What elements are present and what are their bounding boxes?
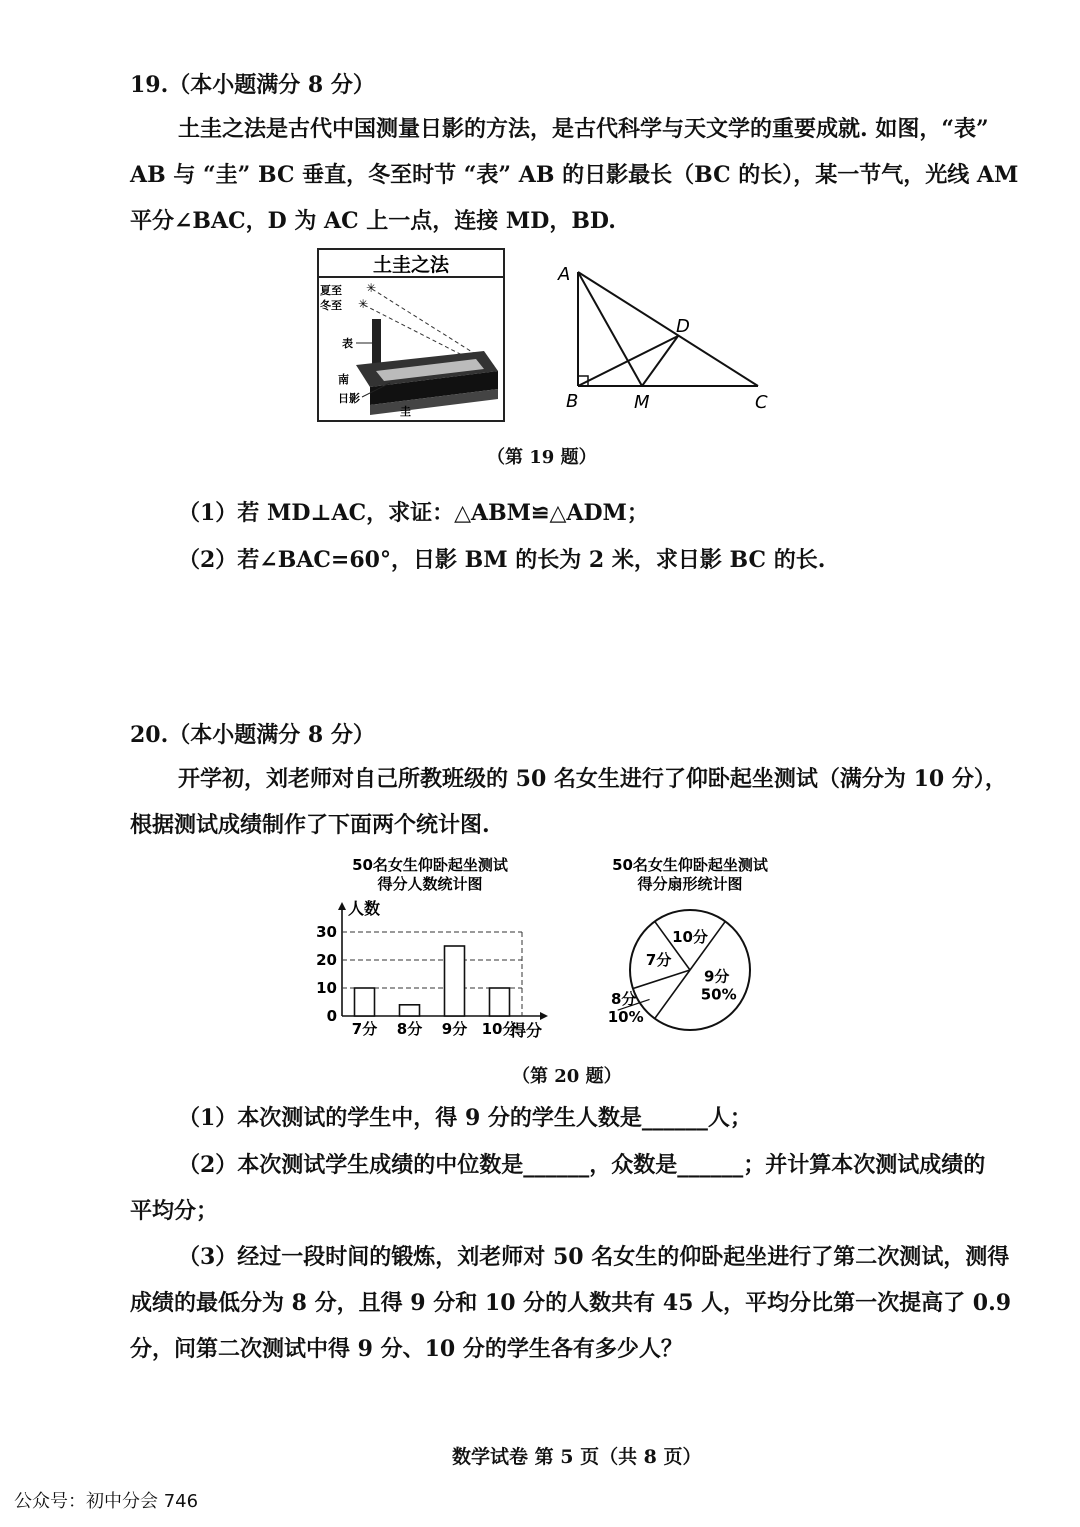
bar-y-tick-label: 10	[316, 979, 337, 997]
bar-2	[400, 1005, 420, 1016]
bar-category-label: 8分	[396, 1020, 423, 1038]
question-20-line-2: 根据测试成绩制作了下面两个统计图.	[130, 812, 490, 838]
label-riying: 日影	[338, 392, 360, 405]
bar-4	[490, 988, 510, 1016]
question-19-caption: （第 19 题）	[487, 447, 597, 468]
pie-chart-title: 50名女生仰卧起坐测试	[612, 856, 768, 874]
bar-1	[355, 988, 375, 1016]
sun-icon-winter: ✳	[358, 297, 369, 311]
question-19-part-1: （1）若 MD⊥AC，求证：△ABM≌△ADM；	[178, 500, 649, 526]
label-gui: 圭	[400, 405, 411, 418]
question-20-part-3: （3）经过一段时间的锻炼，刘老师对 50 名女生的仰卧起坐进行了第二次测试，测得	[178, 1244, 1010, 1270]
point-m-label: M	[634, 392, 650, 413]
bar-chart-subtitle: 得分人数统计图	[377, 875, 483, 893]
triangle-figure	[548, 258, 788, 418]
question-19-line-1: 土圭之法是古代中国测量日影的方法，是古代科学与天文学的重要成就. 如图，“表”	[178, 116, 989, 142]
question-19-line-2: AB 与 “圭” BC 垂直，冬至时节 “表” AB 的日影最长（BC 的长），某一节气，光线 AM	[130, 162, 1019, 188]
tugui-illustration	[316, 247, 506, 423]
question-20-part-2: （2）本次测试学生成绩的中位数是______，众数是______；并计算本次测试成绩的	[178, 1152, 986, 1178]
question-19-header: 19.（本小题满分 8 分）	[130, 72, 375, 98]
pie-slice-percent: 50%	[700, 985, 737, 1004]
label-nan: 南	[338, 373, 349, 386]
label-biao: 表	[342, 337, 353, 350]
question-20-line-1: 开学初，刘老师对自己所教班级的 50 名女生进行了仰卧起坐测试（满分为 10 分），	[178, 766, 1007, 792]
question-19-line-3: 平分∠BAC，D 为 AC 上一点，连接 MD，BD.	[130, 208, 616, 234]
question-20-header: 20.（本小题满分 8 分）	[130, 722, 375, 748]
bar-y-arrow	[338, 902, 346, 910]
bar-chart-xlabel: 得分	[510, 1021, 543, 1040]
tugui-title: 土圭之法	[372, 254, 450, 276]
pie-chart-subtitle: 得分扇形统计图	[637, 875, 743, 893]
pie-slice-percent: 10%	[607, 1008, 644, 1027]
bar-3	[445, 946, 465, 1016]
bar-y-tick-label: 20	[316, 951, 337, 969]
bar-category-label: 7分	[351, 1020, 378, 1038]
bar-y-tick-label: 30	[316, 923, 337, 941]
watermark-text: 公众号：初中分会 746	[14, 1491, 199, 1512]
bar-category-label: 9分	[441, 1020, 468, 1038]
point-a-label: A	[558, 264, 571, 285]
point-c-label: C	[755, 392, 768, 413]
question-20-caption: （第 20 题）	[512, 1066, 622, 1087]
label-dongzhi: 冬至	[320, 299, 342, 312]
question-20-part-2-cont: 平均分；	[130, 1198, 219, 1224]
page-footer: 数学试卷 第 5 页（共 8 页）	[452, 1446, 702, 1468]
bar-chart	[312, 850, 562, 1045]
question-20-part-1: （1）本次测试的学生中，得 9 分的学生人数是______人；	[178, 1105, 752, 1131]
pie-chart	[590, 850, 790, 1040]
point-b-label: B	[566, 391, 579, 412]
sun-icon-summer: ✳	[366, 281, 377, 295]
pie-slice-label: 8分	[610, 990, 637, 1009]
bar-chart-title: 50名女生仰卧起坐测试	[352, 856, 508, 874]
bar-chart-ylabel: 人数	[348, 899, 381, 918]
bar-y-tick-label: 0	[326, 1007, 337, 1025]
bar-x-arrow	[540, 1012, 548, 1020]
question-20-part-3-line-3: 分，问第二次测试中得 9 分、10 分的学生各有多少人？	[130, 1336, 683, 1362]
question-19-part-2: （2）若∠BAC=60°，日影 BM 的长为 2 米，求日影 BC 的长.	[178, 547, 826, 573]
point-d-label: D	[676, 316, 690, 337]
question-20-part-3-line-2: 成绩的最低分为 8 分，且得 9 分和 10 分的人数共有 45 人，平均分比第一次提高了 0.9	[130, 1290, 1012, 1316]
pie-slice-label: 7分	[645, 950, 672, 969]
label-xiazhi: 夏至	[320, 284, 342, 297]
bar-category-label: 10分	[481, 1020, 518, 1038]
pie-slice-label: 9分	[703, 967, 730, 986]
pie-slice-label: 10分	[672, 928, 708, 946]
